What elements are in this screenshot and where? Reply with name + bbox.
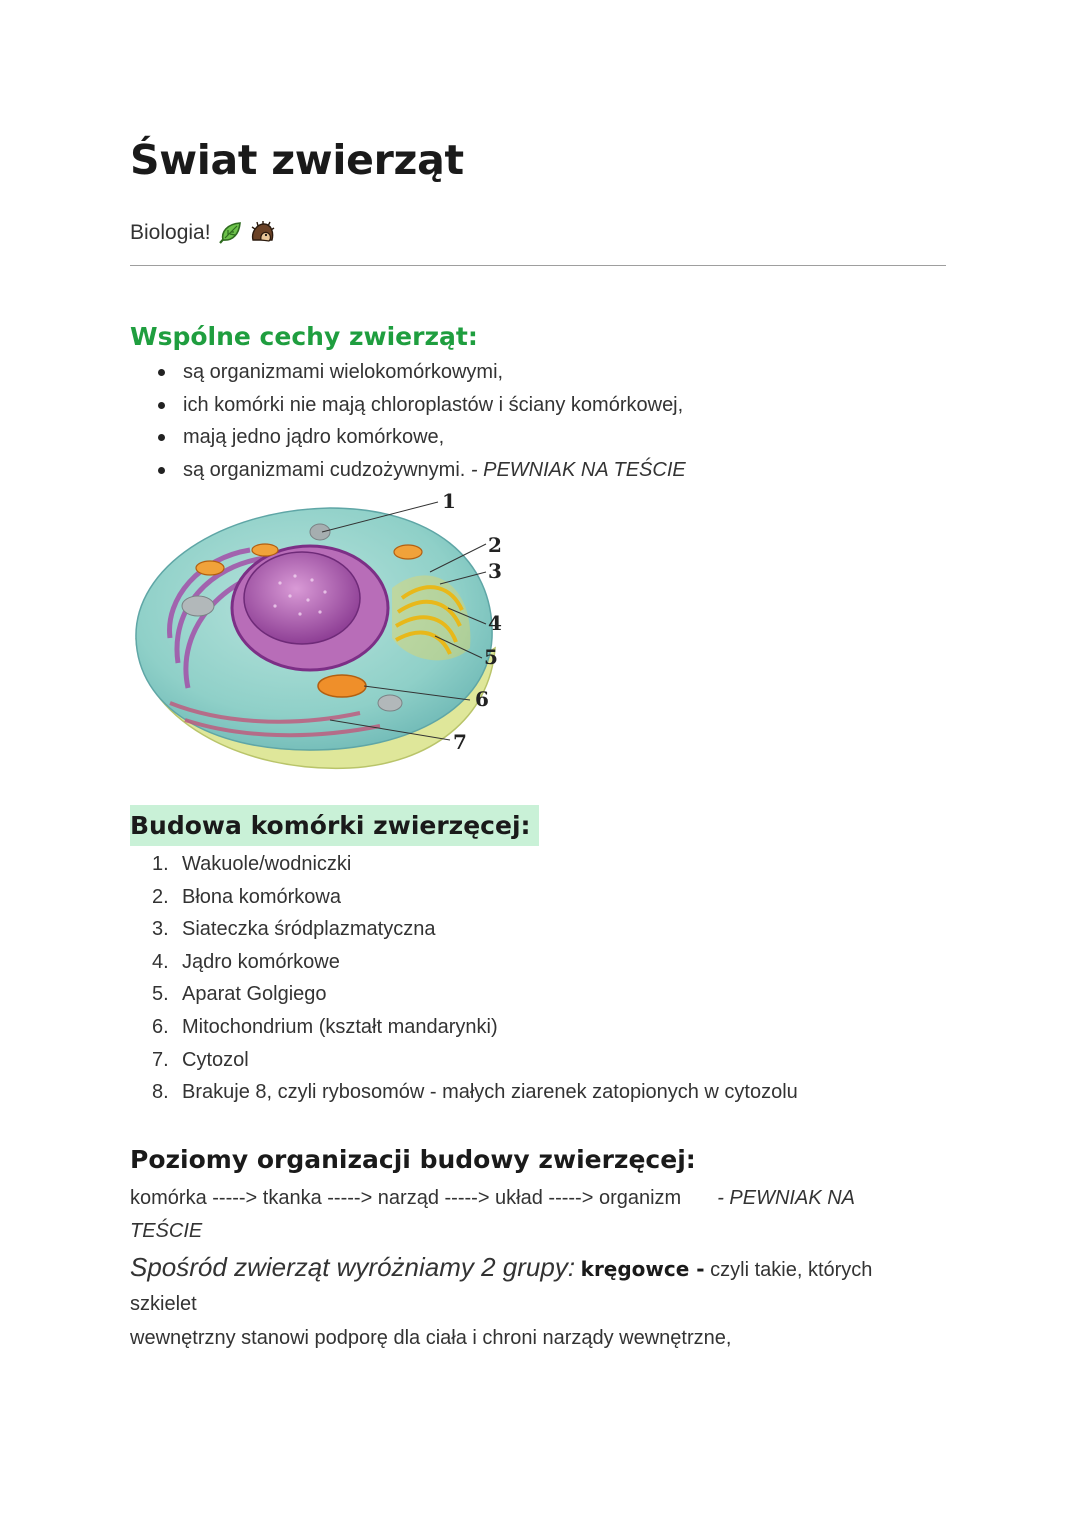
groups-rest: czyli takie, których szkielet xyxy=(130,1259,873,1315)
levels-text: komórka -----> tkanka -----> narząd -----> układ -----> organizm xyxy=(130,1187,682,1209)
list-number: 1. xyxy=(152,853,169,875)
diagram-label: 6 xyxy=(475,687,489,711)
subtitle-text: Biologia! xyxy=(130,221,211,244)
list-item: mają jedno jądro komórkowe, xyxy=(156,421,686,454)
list-item: są organizmami wielokomórkowymi, xyxy=(156,356,686,389)
traits-list xyxy=(156,356,686,486)
list-item xyxy=(152,946,798,979)
list-item-text: Błona komórkowa xyxy=(182,885,341,908)
list-number: 2. xyxy=(152,885,169,908)
diagram-label: 2 xyxy=(488,533,502,557)
list-item xyxy=(152,913,798,946)
section-heading-organization-levels: Poziomy organizacji budowy zwierzęcej: xyxy=(130,1145,696,1174)
list-item xyxy=(152,1044,798,1077)
section-heading-cell-structure: Budowa komórki zwierzęcej: xyxy=(130,805,539,846)
diagram-label: 5 xyxy=(484,645,498,669)
list-item-text: Mitochondrium (kształt mandarynki) xyxy=(182,1015,498,1038)
list-item xyxy=(152,1076,798,1109)
page-title: Świat zwierząt xyxy=(130,136,464,184)
diagram-label: 4 xyxy=(488,611,502,635)
list-number: 7. xyxy=(152,1048,169,1071)
list-item xyxy=(152,848,798,881)
diagram-label: 1 xyxy=(442,489,456,513)
cell-parts-list xyxy=(152,848,798,1109)
list-item-text: Siateczka śródplazmatyczna xyxy=(182,918,436,941)
diagram-label: 3 xyxy=(488,559,502,583)
list-item-text: są organizmami cudzożywnymi. xyxy=(183,458,466,481)
list-number: 6. xyxy=(152,1015,169,1038)
list-item: ich komórki nie mają chloroplastów i ściany komórkowej, xyxy=(156,389,686,422)
list-item xyxy=(156,454,686,487)
list-item-text: Wakuole/wodniczki xyxy=(182,853,352,875)
list-number: 8. xyxy=(152,1081,169,1104)
leaf-icon xyxy=(217,220,243,246)
animal-groups-paragraph xyxy=(130,1250,930,1355)
organization-levels xyxy=(130,1182,920,1247)
list-number: 3. xyxy=(152,918,169,941)
list-number: 5. xyxy=(152,983,169,1006)
diagram-label: 7 xyxy=(453,730,467,754)
exam-note: - PEWNIAK NA TEŚCIE xyxy=(130,1187,855,1242)
list-item xyxy=(152,978,798,1011)
hedgehog-icon xyxy=(249,220,275,246)
list-number: 4. xyxy=(152,950,169,973)
exam-note: - PEWNIAK NA TEŚCIE xyxy=(470,458,686,481)
title-divider xyxy=(130,265,946,266)
section-heading-common-traits: Wspólne cechy zwierząt: xyxy=(130,322,478,351)
list-item xyxy=(152,881,798,914)
groups-lead: Spośród zwierząt wyróżniamy 2 grupy xyxy=(130,1252,568,1282)
groups-line2: wewnętrzny stanowi podporę dla ciała i chroni narządy wewnętrzne, xyxy=(130,1327,732,1349)
list-item-text: Jądro komórkowe xyxy=(182,950,340,973)
subtitle xyxy=(130,220,275,246)
list-item-text: Brakuje 8, czyli rybosomów - małych ziarenek zatopionych w cytozolu xyxy=(182,1081,798,1104)
animal-cell-diagram xyxy=(130,488,530,778)
list-item xyxy=(152,1011,798,1044)
list-item-text: Cytozol xyxy=(182,1048,249,1071)
groups-colon: : xyxy=(567,1252,576,1282)
term-vertebrates: kręgowce - xyxy=(580,1257,705,1281)
list-item-text: Aparat Golgiego xyxy=(182,983,327,1006)
